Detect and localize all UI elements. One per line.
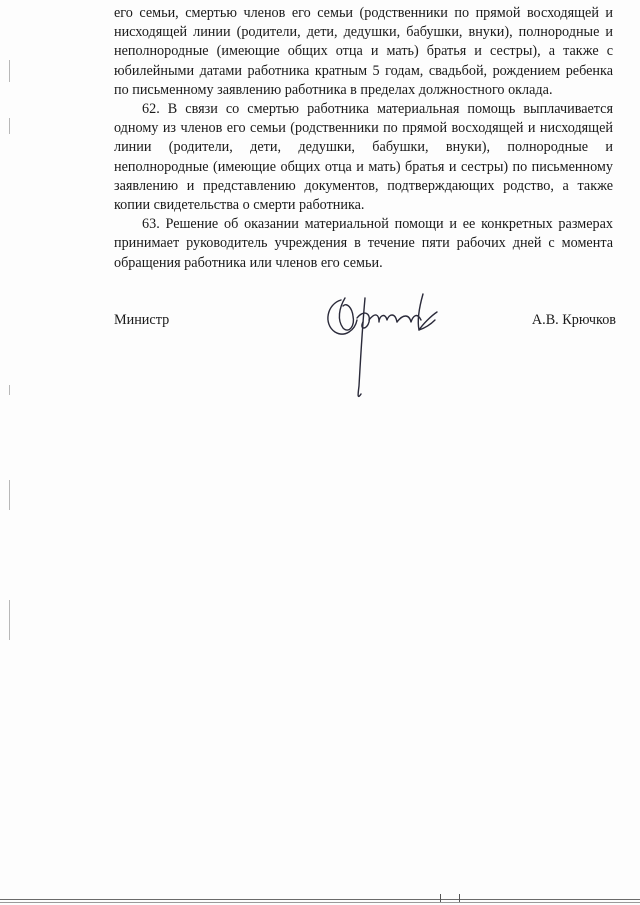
paragraph-63: 63. Решение об оказании материальной помощи и ее конкретных размерах принимает руководитель учреждения в течение пяти рабочих дней с момента обращения работника или членов его семьи. — [114, 216, 613, 271]
signer-title: Министр — [114, 312, 170, 328]
handwritten-signature — [319, 290, 449, 410]
signature-block — [114, 312, 616, 412]
scan-margin-mark — [9, 60, 10, 82]
scan-margin-mark — [9, 385, 10, 395]
scan-binding-mark — [440, 894, 460, 902]
scan-bottom-edge — [0, 899, 640, 900]
scan-bottom-edge — [0, 902, 640, 903]
scan-margin-mark — [9, 600, 10, 640]
scan-margin-mark — [9, 118, 10, 134]
signer-name: А.В. Крючков — [531, 312, 616, 328]
body-text — [114, 4, 613, 273]
scan-margin-mark — [9, 480, 10, 510]
paragraph-62: 62. В связи со смертью работника материальная помощь выплачивается одному из членов его семьи (родственники по прямой восходящей и нисходящей линии (родители, дети, дедушки, бабушки, внуки), полнородные и неполнородные (имеющие общих отца и мать) братья и сестры) по письменному заявлению и представлению документов, подтверждающих родство, а также копии свидетельства о смерти работника. — [114, 101, 613, 214]
paragraph-continuation: его семьи, смертью членов его семьи (родственники по прямой восходящей и нисходящей линии (родители, дети, дедушки, бабушки, внуки), полнородные и неполнородные (имеющие общих отца и мать) братья и сестры), а также с юбилейными датами работника кратным 5 годам, свадьбой, рождением ребенка по письменному заявлению работника в пределах должностного оклада. — [114, 5, 613, 98]
